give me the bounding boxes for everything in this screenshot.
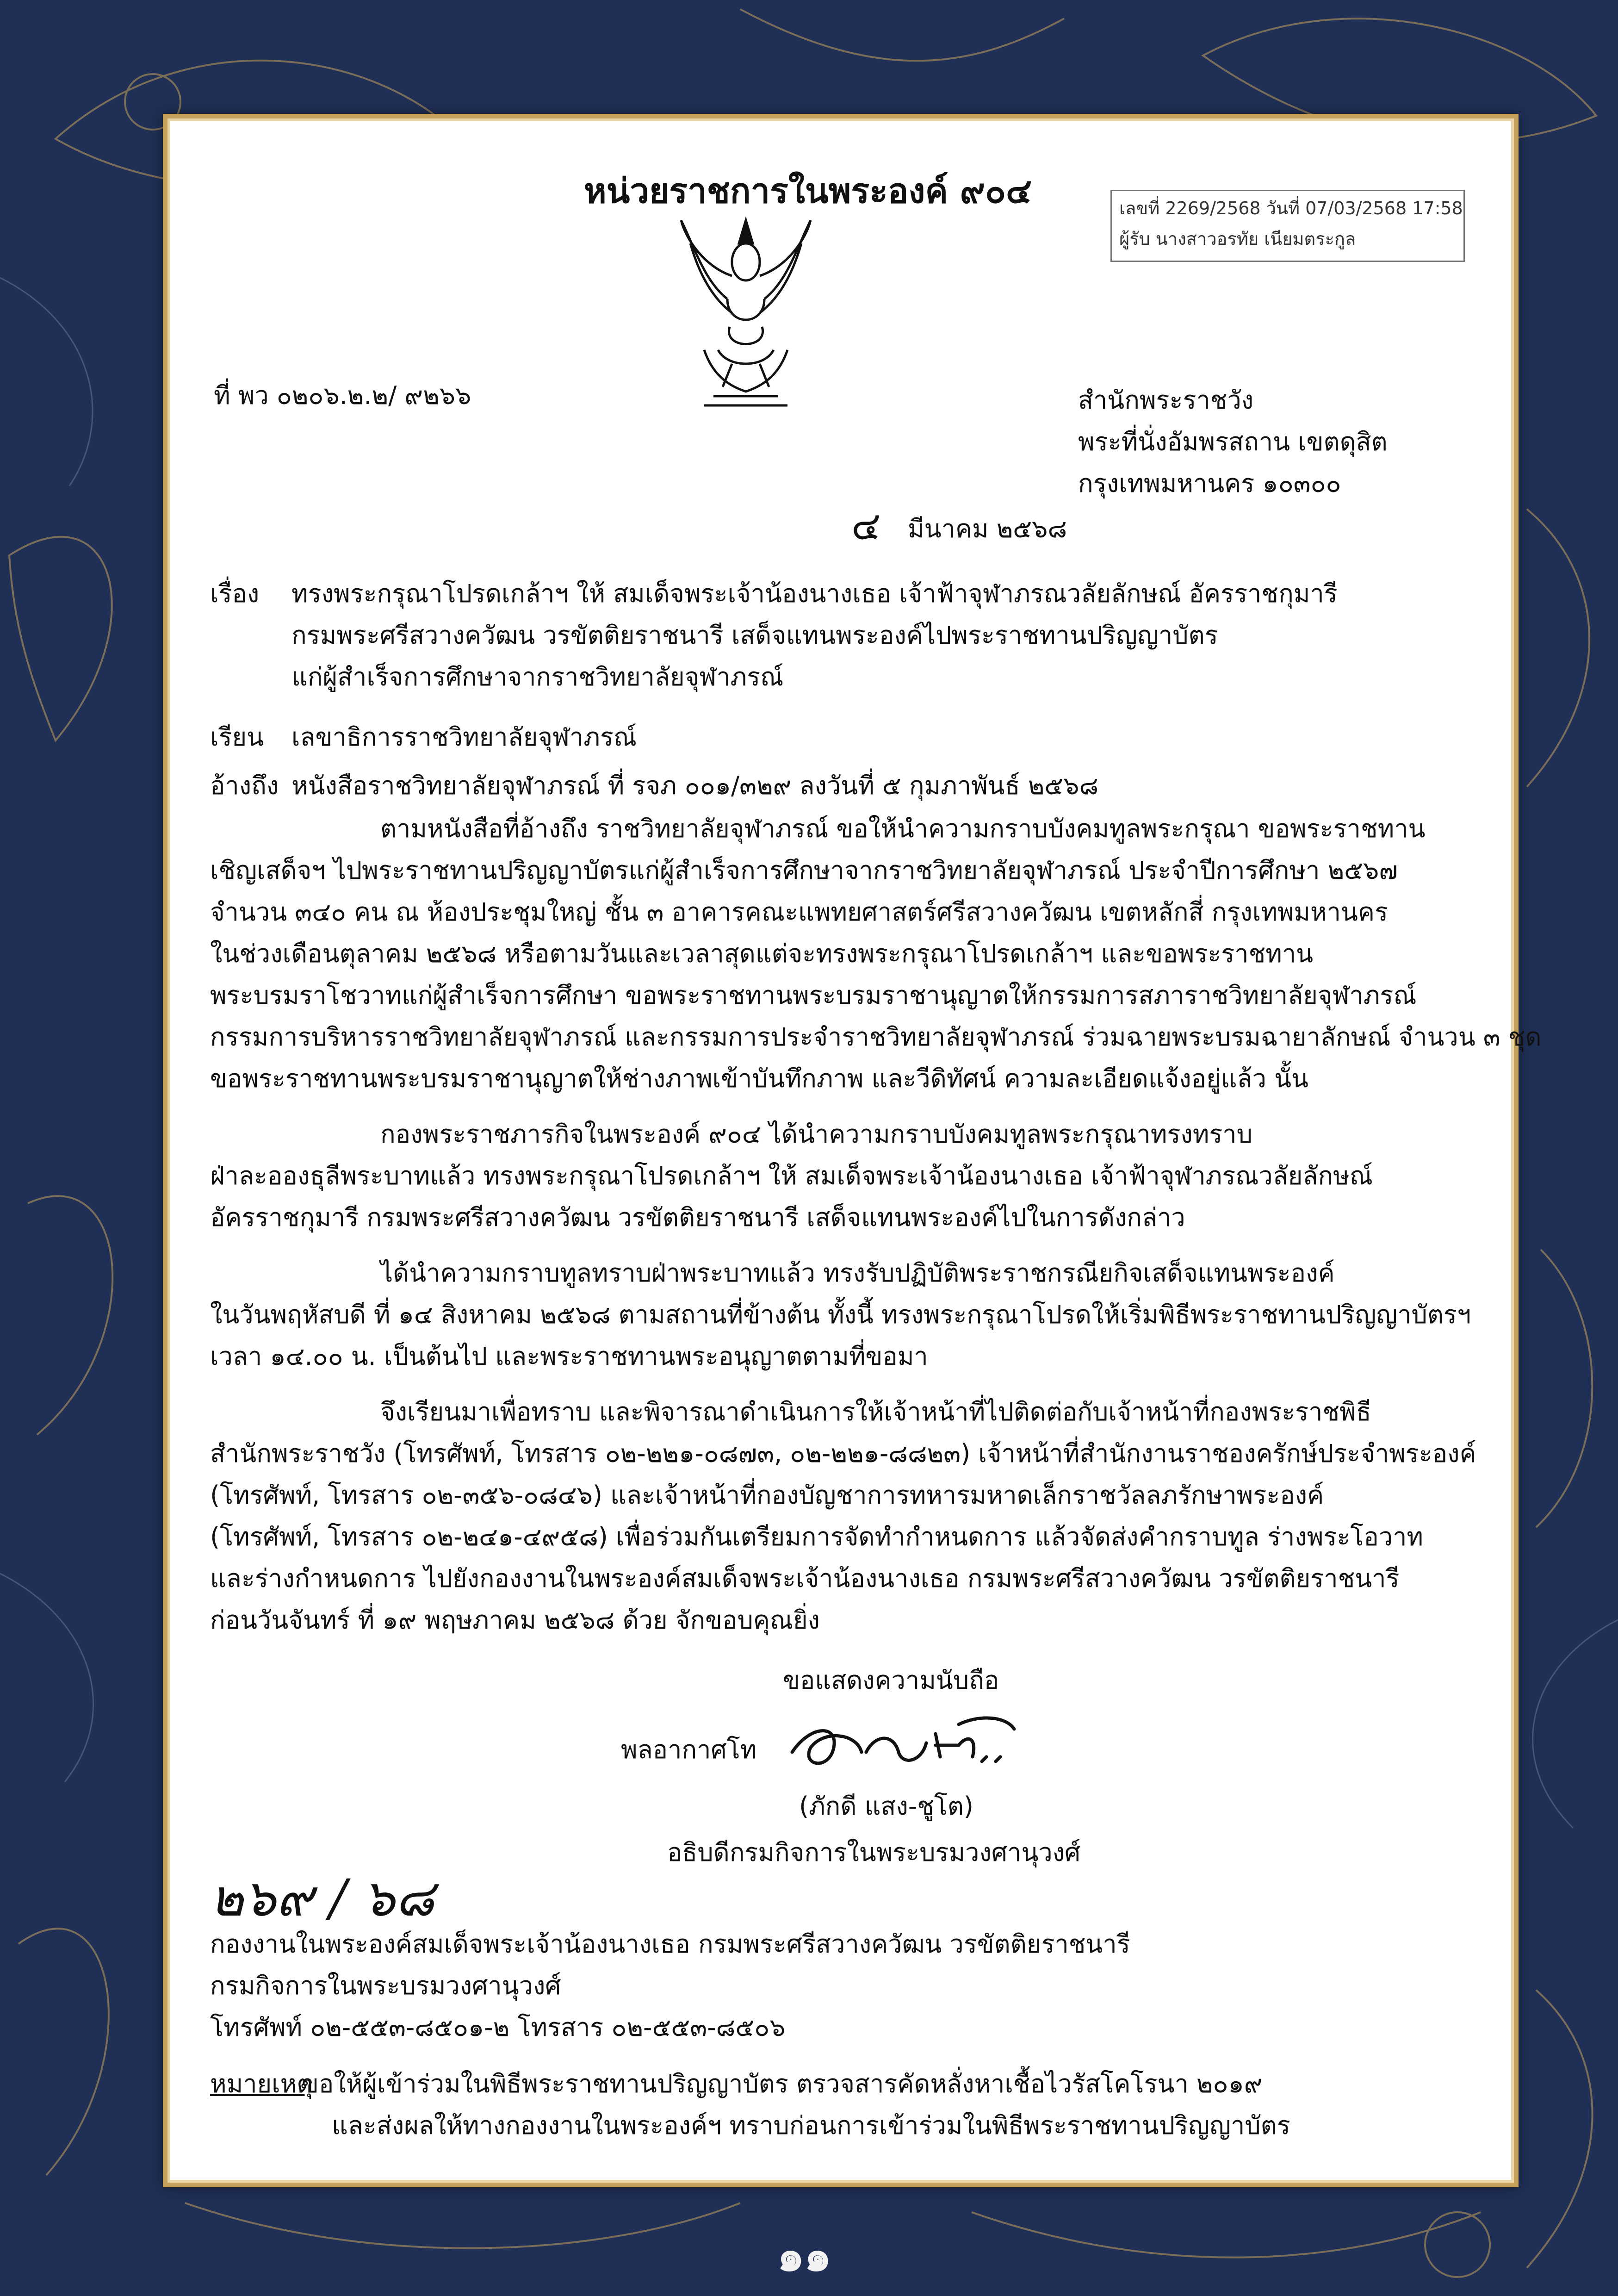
reference-text: หนังสือราชวิทยาลัยจุฬาภรณ์ ที่ รจภ ๐๐๑/๓๒๙ ลงวันที่ ๕ กุมภาพันธ์ ๒๕๖๘	[291, 771, 1099, 800]
footer-office-line-3: โทรศัพท์ ๐๒-๕๕๓-๘๕๐๑-๒ โทรสาร ๐๒-๕๕๓-๘๕๐๖	[210, 2013, 786, 2042]
subject-label: เรื่อง	[210, 579, 260, 608]
date-day: ๔	[851, 503, 881, 548]
footer-office-line-1: กองงานในพระองค์สมเด็จพระเจ้าน้องนางเธอ กรมพระศรีสวางควัฒน วรขัตติยราชนารี	[210, 1929, 1130, 1959]
closing: ขอแสดงความนับถือ	[783, 1666, 999, 1695]
para4-line-5: และร่างกำหนดการ ไปยังกองงานในพระองค์สมเด็จพระเจ้าน้องนางเธอ กรมพระศรีสวางควัฒน วรขัตติยราชนารี	[210, 1564, 1400, 1593]
para2-line-3: อัครราชกุมารี กรมพระศรีสวางควัฒน วรขัตติยราชนารี เสด็จแทนพระองค์ไปในการดังกล่าว	[210, 1203, 1185, 1232]
para1-line-5: พระบรมราโชวาทแก่ผู้สำเร็จการศึกษา ขอพระราชทานพระบรมราชานุญาตให้กรรมการสภาราชวิทยาลัยจุฬาภรณ์	[210, 981, 1417, 1010]
recipient-label: เรียน	[210, 722, 264, 752]
reference-label: อ้างถึง	[210, 771, 279, 800]
handwritten-note: ๒๖๙ / ๖๘	[210, 1868, 434, 1928]
para2-line-2: ฝ่าละอองธุลีพระบาทแล้ว ทรงพระกรุณาโปรดเกล้าฯ ให้ สมเด็จพระเจ้าน้องนางเธอ เจ้าฟ้าจุฬาภรณวลัยลักษณ์	[210, 1161, 1373, 1190]
para4-line-2: สำนักพระราชวัง (โทรศัพท์, โทรสาร ๐๒-๒๒๑-๐๘๗๓, ๐๒-๒๒๑-๘๘๒๓) เจ้าหน้าที่สำนักงานราชองครักษ์ประจำพระองค์	[210, 1439, 1476, 1468]
para3-line-1: ได้นำความกราบทูลทราบฝ่าพระบาทแล้ว ทรงรับปฏิบัติพระราชกรณียกิจเสด็จแทนพระองค์	[380, 1258, 1335, 1288]
para2-line-1: กองพระราชภารกิจในพระองค์ ๙๐๔ ได้นำความกราบบังคมทูลพระกรุณาทรงทราบ	[380, 1120, 1252, 1149]
signatory-rank: พลอากาศโท	[621, 1735, 757, 1764]
recipient-text: เลขาธิการราชวิทยาลัยจุฬาภรณ์	[291, 722, 637, 752]
page-number: ๑๑	[777, 2231, 831, 2281]
para4-line-1: จึงเรียนมาเพื่อทราบ และพิจารณาดำเนินการให้เจ้าหน้าที่ไปติดต่อกับเจ้าหน้าที่กองพระราชพิธี	[380, 1397, 1371, 1426]
para1-line-6: กรรมการบริหารราชวิทยาลัยจุฬาภรณ์ และกรรมการประจำราชวิทยาลัยจุฬาภรณ์ ร่วมฉายพระบรมฉายาลักษณ์ จำนวน ๓ ชุด	[210, 1022, 1542, 1052]
para1-line-1: ตามหนังสือที่อ้างถึง ราชวิทยาลัยจุฬาภรณ์ ขอให้นำความกราบบังคมทูลพระกรุณา ขอพระราชทาน	[380, 814, 1426, 843]
note-line-2: และส่งผลให้ทางกองงานในพระองค์ฯ ทราบก่อนการเข้าร่วมในพิธีพระราชทานปริญญาบัตร	[332, 2111, 1290, 2140]
sender-line-2: พระที่นั่งอัมพรสถาน เขตดุสิต	[1078, 427, 1388, 456]
para1-line-3: จำนวน ๓๔๐ คน ณ ห้องประชุมใหญ่ ชั้น ๓ อาคารคณะแพทยศาสตร์ศรีสวางควัฒน เขตหลักสี่ กรุงเทพมหานคร	[210, 897, 1388, 927]
footer-office-line-2: กรมกิจการในพระบรมวงศานุวงศ์	[210, 1971, 561, 2000]
date-month-year: มีนาคม ๒๕๖๘	[908, 514, 1067, 543]
para4-line-6: ก่อนวันจันทร์ ที่ ๑๙ พฤษภาคม ๒๕๖๘ ด้วย จักขอบคุณยิ่ง	[210, 1605, 820, 1635]
handwritten-signature	[783, 1706, 1023, 1785]
signatory-position: อธิบดีกรมกิจการในพระบรมวงศานุวงศ์	[667, 1838, 1081, 1867]
subject-line-1: ทรงพระกรุณาโปรดเกล้าฯ ให้ สมเด็จพระเจ้าน้องนางเธอ เจ้าฟ้าจุฬาภรณวลัยลักษณ์ อัครราชกุมารี	[291, 579, 1338, 608]
subject-line-3: แก่ผู้สำเร็จการศึกษาจากราชวิทยาลัยจุฬาภรณ์	[291, 662, 784, 691]
stamp-line-1: เลขที่ 2269/2568 วันที่ 07/03/2568 17:58	[1119, 198, 1463, 218]
para4-line-3: (โทรศัพท์, โทรสาร ๐๒-๓๕๖-๐๘๔๖) และเจ้าหน้าที่กองบัญชาการทหารมหาดเล็กราชวัลลภรักษาพระองค์	[210, 1481, 1324, 1510]
subject-line-2: กรมพระศรีสวางควัฒน วรขัตติยราชนารี เสด็จแทนพระองค์ไปพระราชทานปริญญาบัตร	[291, 621, 1218, 650]
para4-line-4: (โทรศัพท์, โทรสาร ๐๒-๒๔๑-๔๙๕๘) เพื่อร่วมกันเตรียมการจัดทำกำหนดการ แล้วจัดส่งคำกราบทูล ร่างพระโอวาท	[210, 1522, 1424, 1551]
note-label: หมายเหตุ	[210, 2069, 313, 2098]
garuda-emblem-icon	[676, 211, 815, 410]
sender-line-3: กรุงเทพมหานคร ๑๐๓๐๐	[1078, 469, 1341, 498]
stamp-line-2: ผู้รับ นางสาวอรทัย เนียมตระกูล	[1119, 229, 1356, 249]
para3-line-2: ในวันพฤหัสบดี ที่ ๑๔ สิงหาคม ๒๕๖๘ ตามสถานที่ข้างต้น ทั้งนี้ ทรงพระกรุณาโปรดให้เริ่มพิธีพระราชทานปริญญาบัตรฯ	[210, 1300, 1471, 1329]
received-stamp	[1110, 190, 1465, 262]
para1-line-7: ขอพระราชทานพระบรมราชานุญาตให้ช่างภาพเข้าบันทึกภาพ และวีดิทัศน์ ความละเอียดแจ้งอยู่แล้ว นั้น	[210, 1064, 1308, 1093]
signatory-name: (ภักดี แสง-ชูโต)	[799, 1792, 973, 1821]
sender-line-1: สำนักพระราชวัง	[1078, 386, 1254, 415]
note-line-1: ขอให้ผู้เข้าร่วมในพิธีพระราชทานปริญญาบัตร ตรวจสารคัดหลั่งหาเชื้อไวรัสโคโรนา ๒๐๑๙	[302, 2069, 1263, 2098]
para1-line-4: ในช่วงเดือนตุลาคม ๒๕๖๘ หรือตามวันและเวลาสุดแต่จะทรงพระกรุณาโปรดเกล้าฯ และขอพระราชทาน	[210, 939, 1314, 968]
agency-heading: หน่วยราชการในพระองค์ ๙๐๔	[584, 171, 1032, 211]
para1-line-2: เชิญเสด็จฯ ไปพระราชทานปริญญาบัตรแก่ผู้สำเร็จการศึกษาจากราชวิทยาลัยจุฬาภรณ์ ประจำปีการศึกษา ๒๕๖๗	[210, 856, 1398, 885]
document-number: ที่ พว ๐๒๐๖.๒.๒/ ๙๒๖๖	[214, 381, 471, 410]
para3-line-3: เวลา ๑๔.๐๐ น. เป็นต้นไป และพระราชทานพระอนุญาตตามที่ขอมา	[210, 1342, 928, 1371]
letter-page	[163, 114, 1542, 2187]
